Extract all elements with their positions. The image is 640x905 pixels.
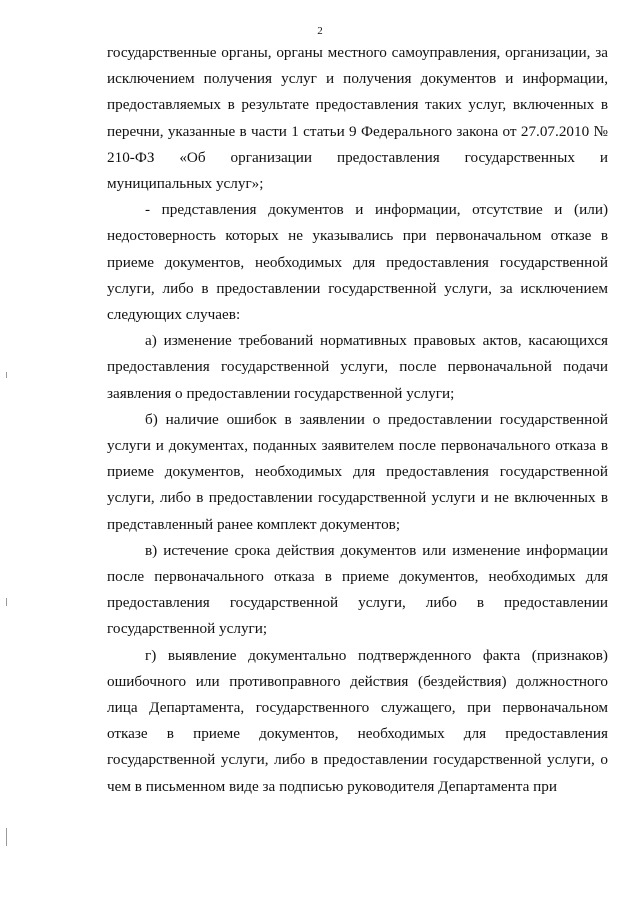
scan-edge-mark	[6, 828, 7, 846]
paragraph-item-g: г) выявление документально подтвержденного факта (признаков) ошибочного или противоправного действия (бездействия) должностного лица Департамента, государственного служащего, при первоначальном отказе в приеме документов, необходимых для предоставления государственной услуги, либо в предоставлении государственной услуги, о чем в письменном виде за подписью руководителя Департамента при	[107, 646, 608, 795]
page-number: 2	[317, 25, 323, 37]
paragraph-continuation: государственные органы, органы местного самоуправления, организации, за исключением получения услуг и получения документов и информации, предоставляемых в результате предоставления таких услуг, включенных в перечни, указанные в части 1 статьи 9 Федерального закона от 27.07.2010 № 210-ФЗ «Об организации предоставления государственных и муниципальных услуг»;	[107, 44, 608, 193]
scan-edge-mark	[6, 372, 7, 378]
document-body	[107, 40, 608, 800]
paragraph-item-a: а) изменение требований нормативных правовых актов, касающихся предоставления государственной услуги, после первоначальной подачи заявления о предоставлении государственной услуги;	[107, 332, 608, 402]
scan-edge-mark	[6, 598, 7, 606]
paragraph-documents-not-indicated: - представления документов и информации, отсутствие и (или) недостоверность которых не указывались при первоначальном отказе в приеме документов, необходимых для предоставления государственной услуги, либо в предоставлении государственной услуги, за исключением следующих случаев:	[107, 201, 608, 324]
paragraph-item-v: в) истечение срока действия документов или изменение информации после первоначального отказа в приеме документов, необходимых для предоставления государственной услуги, либо в предоставлении государственной услуги;	[107, 541, 608, 638]
paragraph-item-b: б) наличие ошибок в заявлении о предоставлении государственной услуги и документах, поданных заявителем после первоначального отказа в приеме документов, необходимых для предоставления государственной услуги, либо в предоставлении государственной услуги и не включенных в представленный ранее комплект документов;	[107, 410, 608, 533]
